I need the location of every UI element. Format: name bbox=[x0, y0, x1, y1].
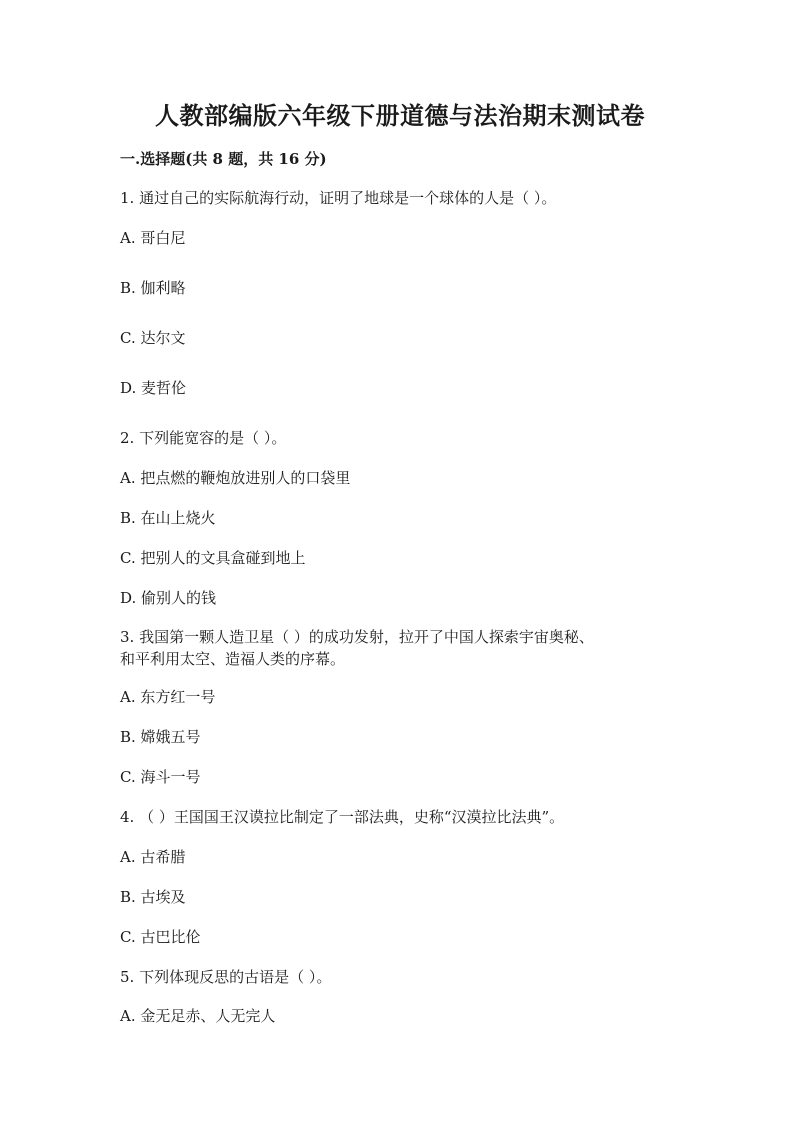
question-1-option-d: D. 麦哲伦 bbox=[120, 379, 187, 397]
question-4-stem: 4. （ ）王国国王汉谟拉比制定了一部法典，史称“汉漠拉比法典”。 bbox=[120, 808, 565, 826]
question-4-option-c: C. 古巴比伦 bbox=[120, 928, 201, 946]
exam-title: 人教部编版六年级下册道德与法治期末测试卷 bbox=[155, 101, 645, 130]
question-2-option-b: B. 在山上烧火 bbox=[120, 509, 216, 527]
question-2-option-a: A. 把点燃的鞭炮放进别人的口袋里 bbox=[120, 469, 351, 487]
question-3-option-c: C. 海斗一号 bbox=[120, 768, 201, 786]
question-3-option-b: B. 嫦娥五号 bbox=[120, 728, 201, 746]
question-5-option-a: A. 金无足赤、人无完人 bbox=[120, 1007, 276, 1025]
question-4-option-b: B. 古埃及 bbox=[120, 888, 186, 906]
question-1-option-b: B. 伽利略 bbox=[120, 279, 186, 297]
question-1-option-a: A. 哥白尼 bbox=[120, 229, 186, 247]
question-1-option-c: C. 达尔文 bbox=[120, 329, 186, 347]
question-3-stem-line-1: 3. 我国第一颗人造卫星（ ）的成功发射，拉开了中国人探索宇宙奥秘、 bbox=[120, 628, 594, 646]
question-3-option-a: A. 东方红一号 bbox=[120, 688, 216, 706]
question-2-option-d: D. 偷别人的钱 bbox=[120, 589, 217, 607]
question-4-option-a: A. 古希腊 bbox=[120, 848, 186, 866]
section-heading: 一.选择题(共 8 题，共 16 分) bbox=[120, 150, 327, 168]
question-2-stem: 2. 下列能宽容的是（ ）。 bbox=[120, 429, 287, 447]
question-5-stem: 5. 下列体现反思的古语是（ ）。 bbox=[120, 968, 332, 986]
question-3-stem-line-2: 和平利用太空、造福人类的序幕。 bbox=[120, 650, 346, 668]
question-1-stem: 1. 通过自己的实际航海行动，证明了地球是一个球体的人是（ ）。 bbox=[120, 189, 557, 207]
question-2-option-c: C. 把别人的文具盒碰到地上 bbox=[120, 549, 306, 567]
